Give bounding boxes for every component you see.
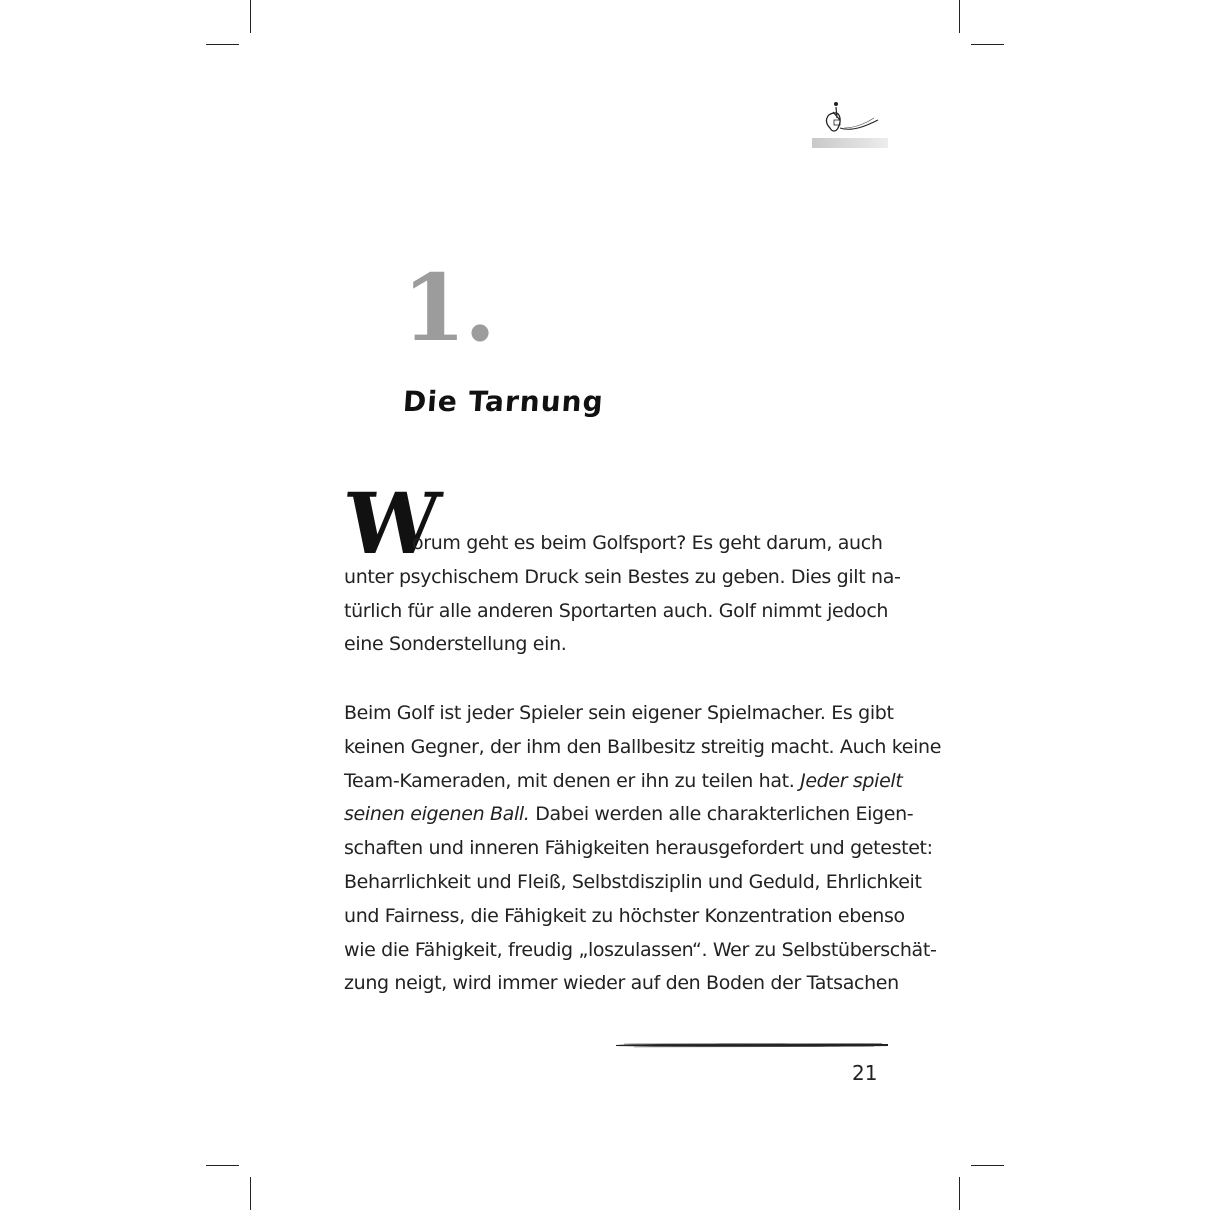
text-line: keinen Gegner, der ihm den Ballbesitz streitig macht. Auch keine	[344, 735, 942, 758]
crop-mark	[959, 1177, 960, 1210]
text-line: Beim Golf ist jeder Spieler sein eigener Spielmacher. Es gibt	[344, 702, 894, 724]
text-line: wie die Fähigkeit, freudig „loszulassen“. Wer zu Selbstüberschät-	[344, 938, 937, 961]
crop-mark	[250, 0, 251, 33]
chapter-title: Die Tarnung	[401, 385, 605, 418]
drop-cap: W	[339, 474, 445, 573]
text-line: türlich für alle anderen Sportarten auch. Golf nimmt jedoch	[344, 599, 889, 622]
text-line: eine Sonderstellung ein.	[344, 633, 567, 656]
chapter-number: 1.	[402, 254, 495, 362]
page-number: 21	[852, 1061, 878, 1085]
text-line: orum geht es beim Golfsport? Es geht darum, auch	[412, 532, 883, 554]
text-line: zung neigt, wird immer wieder auf den Boden der Tatsachen	[344, 972, 899, 995]
text-segment: Dabei werden alle charakterlichen Eigen-	[529, 803, 914, 826]
italic-text: Jeder spielt	[800, 769, 903, 792]
crop-mark	[250, 1177, 251, 1210]
crop-mark	[971, 44, 1004, 45]
text-line: und Fairness, die Fähigkeit zu höchster Konzentration ebenso	[344, 904, 905, 927]
brush-stroke-rule	[614, 1040, 890, 1050]
paragraph	[344, 527, 901, 662]
crop-mark	[206, 1165, 239, 1166]
text-line	[344, 765, 903, 799]
text-segment: Team-Kameraden, mit denen er ihn zu teilen hat.	[344, 769, 801, 792]
crop-mark	[971, 1165, 1004, 1166]
text-line	[344, 798, 914, 832]
crop-mark	[959, 0, 960, 33]
paragraph	[344, 697, 942, 1001]
text-line: Beharrlichkeit und Fleiß, Selbstdisziplin und Geduld, Ehrlichkeit	[344, 870, 922, 893]
text-line: unter psychischem Druck sein Bestes zu geben. Dies gilt na-	[344, 565, 901, 588]
italic-text: seinen eigenen Ball.	[344, 803, 530, 826]
golfer-swing-ornament-icon	[812, 98, 888, 150]
crop-mark	[206, 44, 239, 45]
text-line: schaften und inneren Fähigkeiten herausgefordert und getestet:	[344, 837, 933, 860]
